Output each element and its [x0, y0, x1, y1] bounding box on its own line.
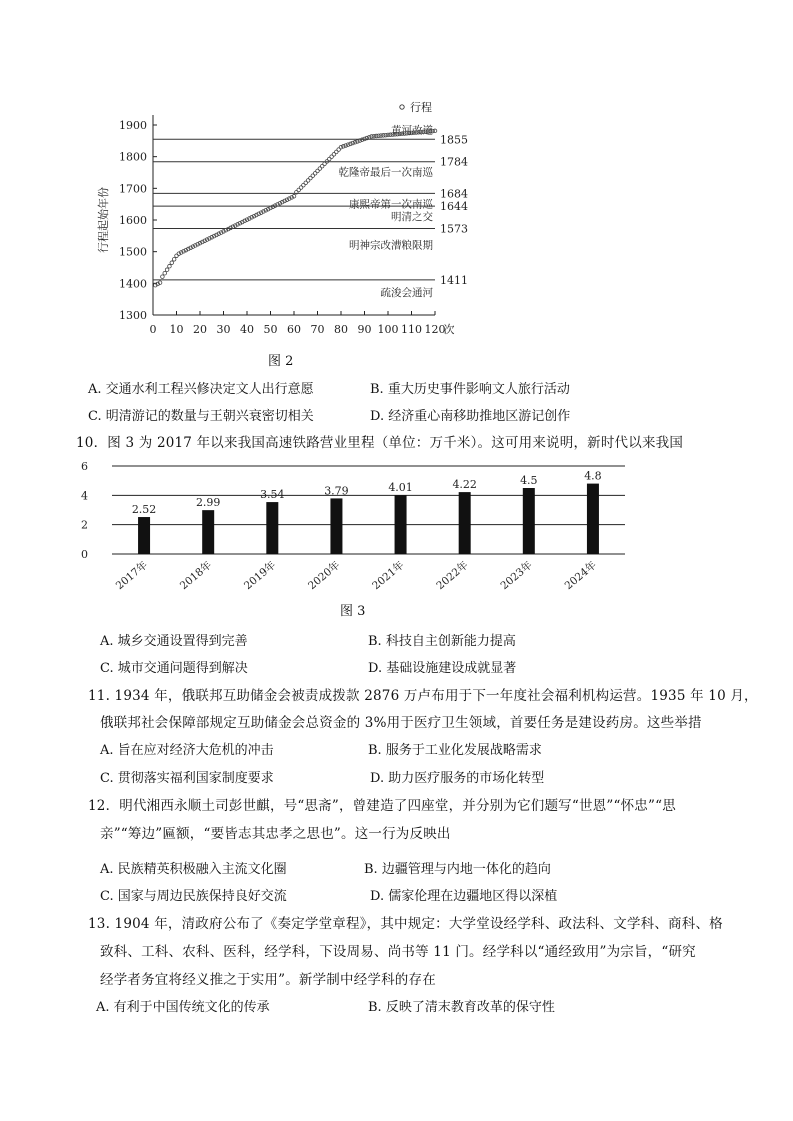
q9-option-b: B. 重大历史事件影响文人旅行活动: [370, 382, 570, 397]
q11-option-a: A. 旨在应对经济大危机的冲击: [100, 743, 274, 758]
fig2-reference-year: 1684: [440, 187, 468, 201]
fig3-bar-value-label: 4.5: [520, 474, 538, 487]
fig2-x-tick-label: 110: [401, 323, 422, 336]
fig3-y-tick-label: 2: [81, 518, 88, 532]
fig2-y-tick-label: 1700: [119, 182, 147, 196]
fig2-reference-year: 1644: [440, 200, 468, 214]
fig2-reference-event: 黄河改道: [391, 124, 433, 137]
fig3-x-tick-label: 2019年: [242, 559, 279, 593]
fig3-y-tick-label: 6: [81, 460, 88, 473]
fig2-y-tick-label: 1600: [119, 214, 147, 227]
fig2-x-tick-label: 50: [263, 323, 278, 336]
figure-2-caption: 图 2: [268, 354, 294, 369]
q11-stem-line2: 俄联邦社会保障部规定互助储金会总资金的 3%用于医疗卫生领域，首要任务是建设药房。这些举措: [100, 715, 702, 731]
fig2-reference-event: 疏浚会通河: [380, 286, 433, 299]
fig3-bar-value-label: 4.8: [584, 469, 602, 483]
fig2-reference-year: 1411: [440, 273, 468, 287]
q13-option-a: A. 有利于中国传统文化的传承: [96, 1000, 270, 1015]
fig2-x-tick-label: 90: [357, 323, 372, 336]
q11-option-b: B. 服务于工业化发展战略需求: [368, 743, 542, 758]
fig2-legend-label: 行程: [410, 101, 432, 114]
q11-option-d: D. 助力医疗服务的市场化转型: [370, 771, 545, 786]
fig3-bar: [266, 502, 278, 554]
fig3-bar-value-label: 4.01: [388, 481, 413, 495]
figure-3-bar-chart: [70, 454, 640, 594]
fig3-x-tick-label: 2020年: [306, 559, 343, 593]
q9-option-d: D. 经济重心南移助推地区游记创作: [370, 409, 571, 424]
q10-stem: 10．图 3 为 2017 年以来我国高速铁路营业里程（单位：万千米）。这可用来说明，新时代以来我国: [76, 435, 684, 451]
fig2-y-tick-label: 1400: [119, 277, 147, 291]
fig3-x-tick-label: 2023年: [498, 559, 535, 593]
q12-option-c: C. 国家与周边民族保持良好交流: [100, 889, 287, 904]
q10-option-a: A. 城乡交通设置得到完善: [100, 634, 248, 649]
fig2-y-tick-label: 1300: [119, 309, 147, 322]
fig2-reference-event: 明神宗改漕粮限期: [349, 239, 433, 252]
fig2-trip-marker: [172, 257, 176, 261]
fig2-y-tick-label: 1500: [119, 245, 147, 259]
fig3-x-tick-label: 2017年: [113, 559, 150, 593]
fig3-bar: [330, 498, 342, 554]
fig3-bar: [587, 484, 599, 554]
fig2-trip-marker: [356, 140, 360, 144]
q13-stem-line2: 致科、工科、农科、医科，经学科，下设周易、尚书等 11 门。经学科以“通经致用”为宗旨，“研究: [100, 944, 696, 960]
fig2-trip-marker: [175, 254, 179, 258]
fig3-y-tick-label: 0: [81, 548, 88, 561]
fig2-trip-marker: [163, 271, 167, 275]
fig3-x-tick-label: 2021年: [370, 559, 407, 593]
fig2-x-tick-label: 30: [216, 323, 231, 336]
q11-stem-line1: 11. 1934 年，俄联邦互助储金会被责成拨款 2876 万卢布用于下一年度社会福利机构运营。1935 年 10 月，: [88, 688, 758, 704]
fig3-bar: [202, 510, 214, 554]
q12-stem-line2: 亲”“筹边”匾额，“要皆志其忠孝之思也”。这一行为反映出: [100, 826, 451, 842]
q13-stem-line1: 13. 1904 年，清政府公布了《奏定学堂章程》，其中规定：大学堂设经学科、政法科、文学科、商科、格: [88, 916, 723, 932]
fig2-legend-marker: [400, 105, 404, 109]
fig2-trip-marker: [367, 135, 371, 139]
fig2-y-tick-label: 1800: [119, 150, 147, 164]
fig2-trip-marker: [342, 145, 346, 149]
fig2-trip-marker: [170, 261, 174, 265]
q9-option-a: A. 交通水利工程兴修决定文人出行意愿: [88, 382, 314, 397]
q12-option-b: B. 边疆管理与内地一体化的趋向: [364, 862, 551, 877]
fig2-x-tick-label: 20: [193, 323, 207, 336]
fig2-trip-marker: [161, 275, 165, 279]
fig3-bar-value-label: 3.79: [324, 484, 349, 498]
fig2-trip-marker: [165, 268, 169, 272]
fig3-bar-value-label: 3.54: [260, 488, 285, 502]
fig2-x-tick-label: 70: [310, 323, 325, 336]
fig3-bar-value-label: 2.99: [195, 496, 221, 510]
fig2-trip-marker: [344, 144, 348, 148]
q10-option-d: D. 基础设施建设成就显著: [368, 661, 517, 676]
fig3-x-tick-label: 2024年: [562, 559, 599, 593]
fig2-trip-marker: [360, 138, 364, 142]
fig2-reference-event: 明清之交: [391, 211, 433, 224]
q12-option-a: A. 民族精英积极融入主流文化圈: [100, 862, 287, 877]
fig2-x-tick-label: 10: [169, 323, 184, 336]
fig3-bar: [523, 488, 535, 554]
fig2-reference-year: 1573: [440, 222, 468, 236]
fig2-x-tick-label: 80: [334, 323, 348, 336]
fig3-bar-value-label: 4.22: [452, 478, 477, 492]
figure-3-caption: 图 3: [340, 604, 366, 619]
fig3-y-tick-label: 4: [81, 489, 88, 503]
fig2-reference-event: 康熙帝第一次南巡: [349, 198, 433, 211]
fig3-x-tick-label: 2018年: [177, 559, 215, 593]
q9-option-c: C. 明清游记的数量与王朝兴衰密切相关: [88, 409, 314, 424]
fig3-x-tick-label: 2022年: [434, 559, 471, 593]
fig2-trip-marker: [168, 264, 172, 268]
q13-stem-line3: 经学者务宜将经义推之于实用”。新学制中经学科的存在: [100, 972, 436, 988]
fig2-x-tick-label: 120: [424, 323, 446, 336]
fig2-x-tick-label: 60: [287, 323, 301, 336]
q10-option-b: B. 科技自主创新能力提高: [368, 634, 516, 649]
fig3-bar: [138, 517, 150, 554]
fig2-reference-year: 1855: [440, 133, 468, 147]
fig2-trip-marker: [339, 145, 343, 149]
q11-option-c: C. 贯彻落实福利国家制度要求: [100, 771, 274, 786]
fig3-bar: [459, 492, 471, 554]
fig2-trip-marker: [346, 143, 350, 147]
figure-2-line-chart: [80, 90, 480, 352]
fig2-trip-marker: [351, 141, 355, 145]
q12-option-d: D. 儒家伦理在边疆地区得以深植: [370, 889, 558, 904]
fig2-x-tick-label: 100: [377, 323, 399, 336]
fig2-x-tick-label: 0: [149, 323, 157, 336]
fig2-trip-marker: [353, 140, 357, 144]
fig3-bar-value-label: 2.52: [131, 503, 157, 517]
fig2-y-axis-label: 行程起始年份: [97, 187, 110, 253]
fig2-trip-marker: [433, 129, 437, 133]
q13-option-b: B. 反映了清末教育改革的保守性: [368, 1000, 555, 1015]
q10-option-c: C. 城市交通问题得到解决: [100, 661, 248, 676]
fig2-trip-marker: [349, 142, 353, 146]
fig3-bar: [395, 495, 407, 554]
fig2-y-tick-label: 1900: [119, 119, 147, 132]
fig2-reference-year: 1784: [440, 155, 468, 169]
fig2-reference-event: 乾隆帝最后一次南巡: [338, 166, 433, 179]
fig2-x-tick-label: 40: [240, 323, 254, 336]
fig2-x-unit: 次: [443, 323, 455, 336]
q12-stem-line1: 12．明代湘西永顺土司彭世麒，号“思斋”，曾建造了四座堂，并分别为它们题写“世恩”“怀忠”“思: [88, 798, 676, 814]
